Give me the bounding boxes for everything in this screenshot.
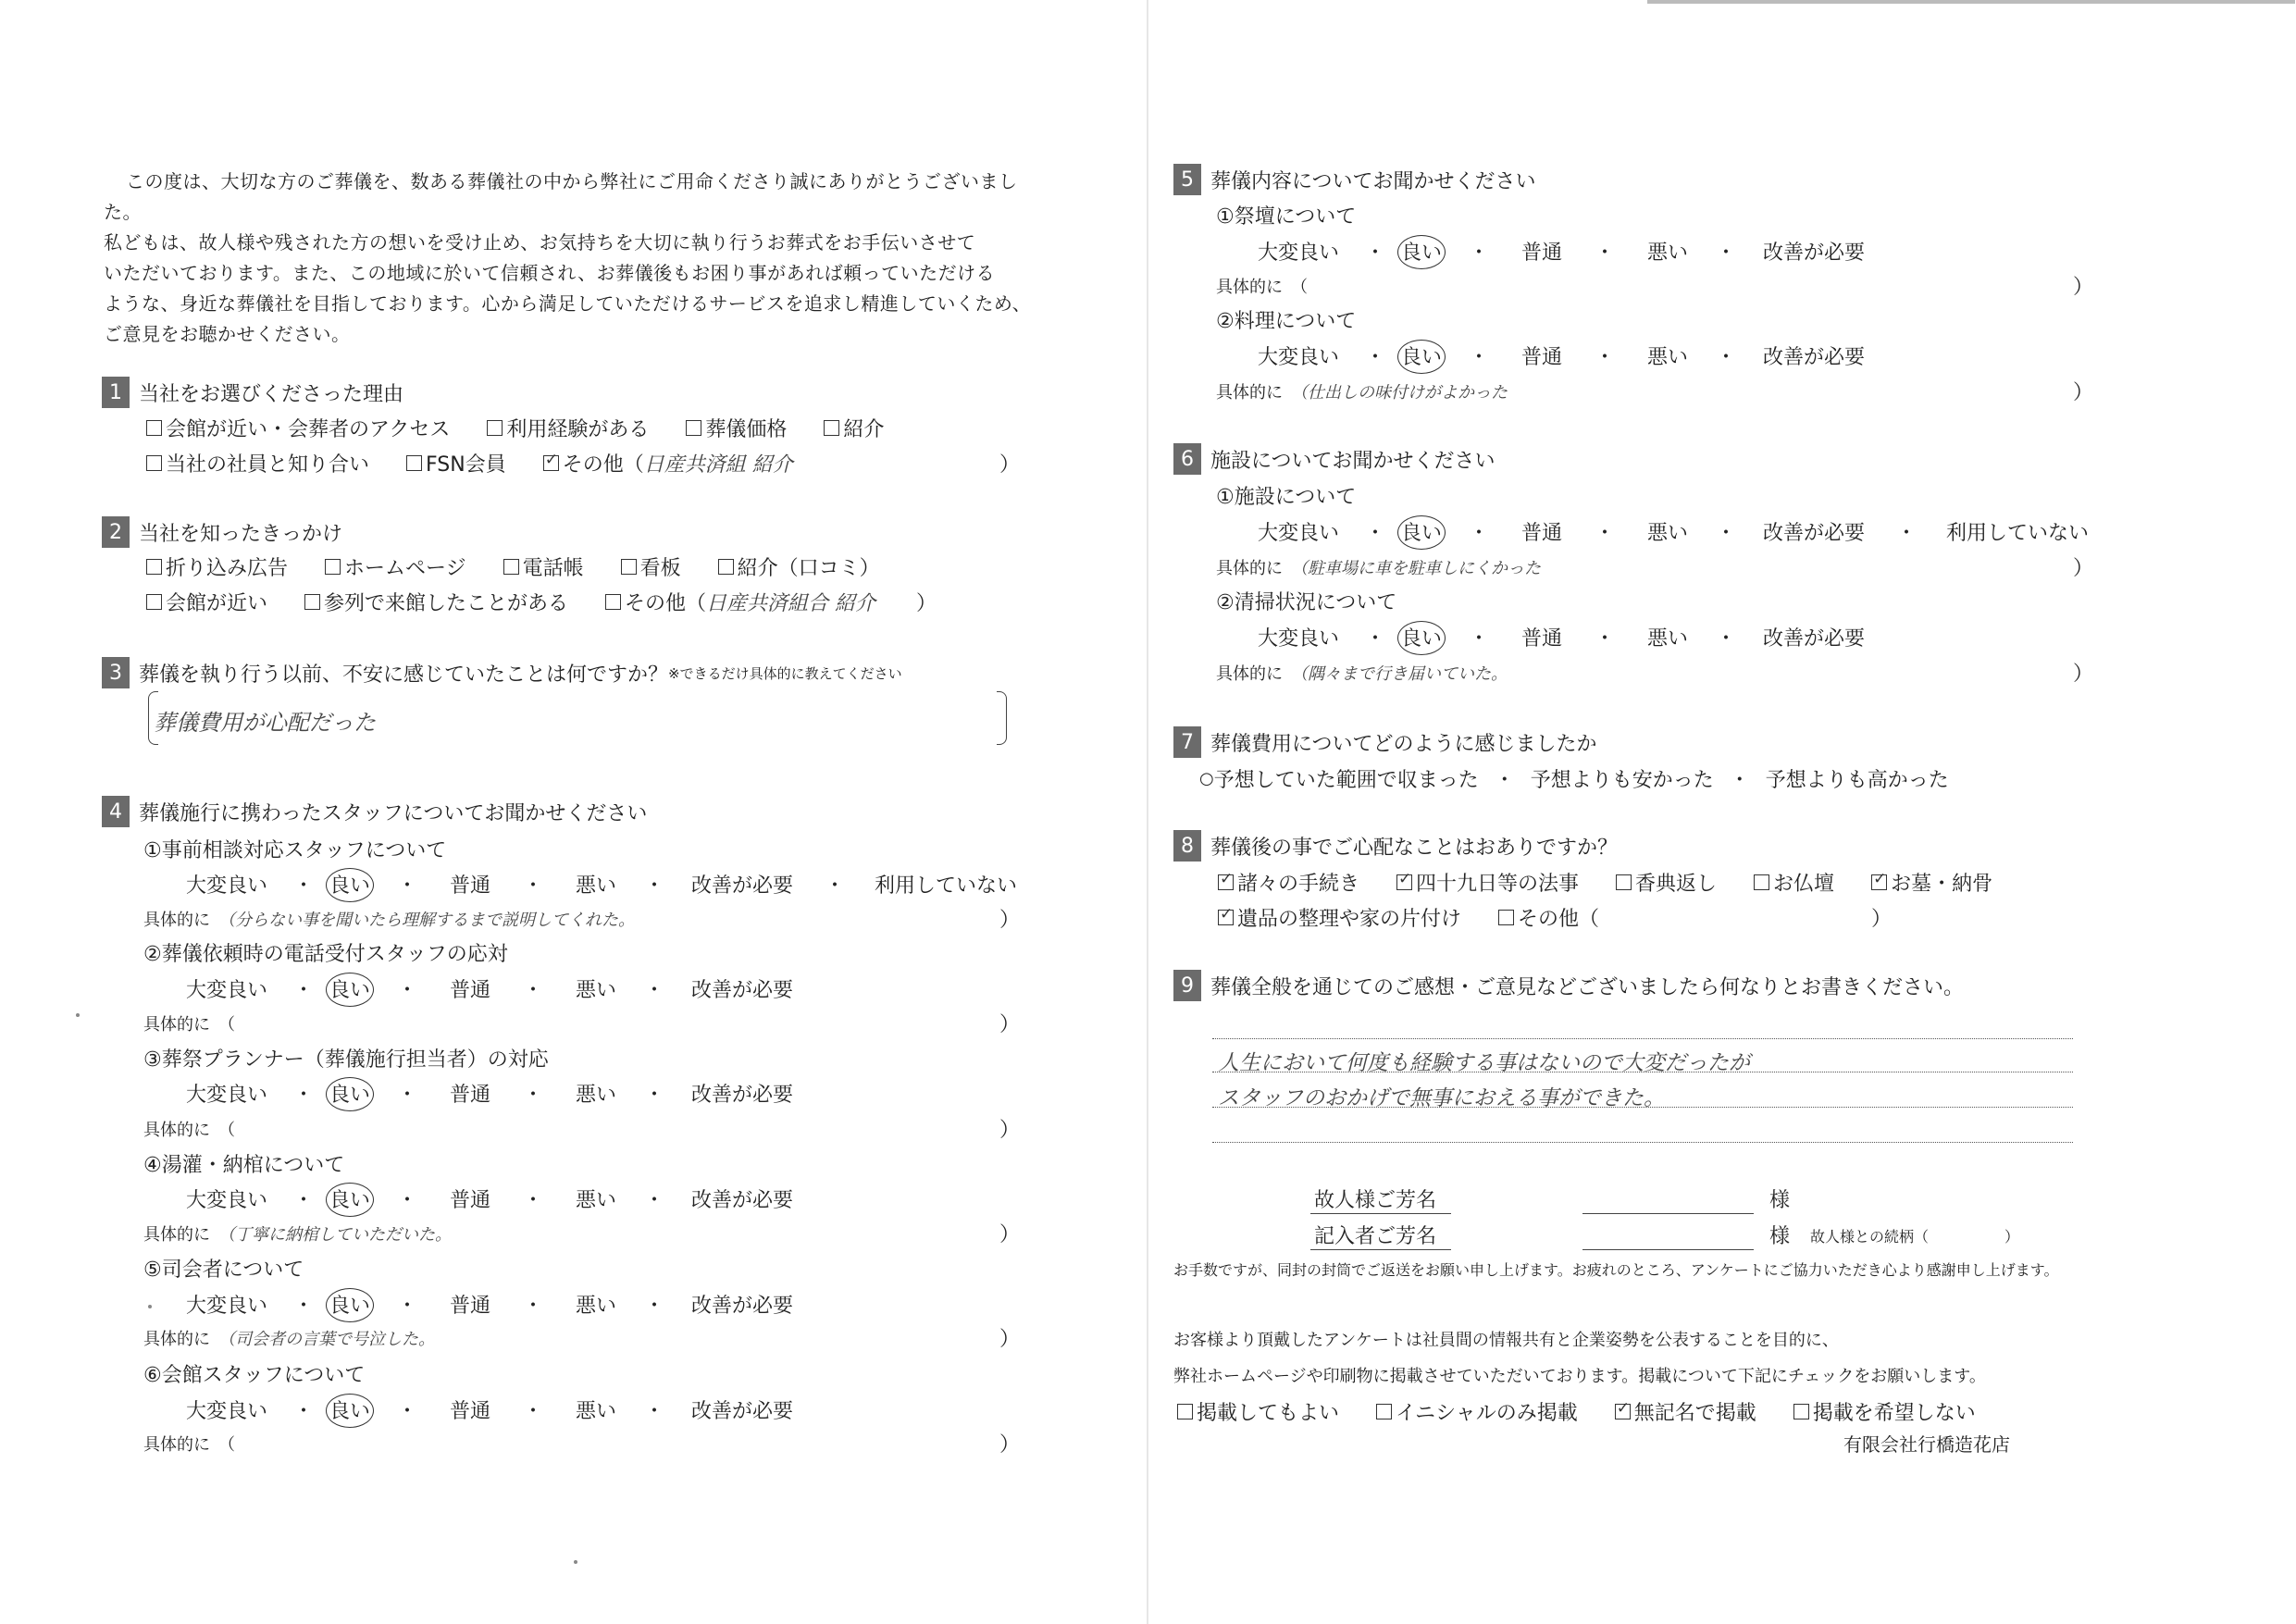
q6-sub2-label: ②清掃状況について (1216, 591, 1397, 614)
separator: ・ (643, 979, 664, 1002)
rating-option[interactable]: 悪い (1646, 346, 1688, 369)
q4-header (102, 796, 647, 827)
q1-option[interactable]: 会館が近い・会葬者のアクセス (146, 414, 450, 442)
checkbox[interactable] (605, 594, 621, 610)
q8-option-other[interactable]: その他（ (1498, 903, 1599, 932)
rating-option[interactable]: 改善が必要 (1762, 346, 1865, 369)
rating-option-selected[interactable]: 良い (1401, 341, 1442, 370)
label-underline (1310, 1213, 1451, 1214)
sama-label: 様 (1769, 1225, 1791, 1248)
separator: ・ (1364, 242, 1385, 265)
name-underline[interactable] (1582, 1213, 1754, 1214)
q2-row2 (146, 588, 912, 616)
q2-title: 当社を知ったきっかけ (139, 522, 343, 546)
scan-speck (148, 1305, 152, 1308)
separator: ・ (1715, 346, 1736, 369)
q7-option[interactable]: 予想よりも安かった (1530, 769, 1714, 792)
q2-option[interactable]: ホームページ (325, 552, 466, 581)
intro-line: この度は、大切な方のご葬儀を、数ある葬儀社の中から弊社にご用命くださり誠にありがとうございました。 (104, 170, 1018, 223)
q2-option[interactable]: 参列で来館したことがある (304, 588, 568, 616)
q4-sub6-label: ⑥会館スタッフについて (143, 1364, 366, 1387)
handwritten-answer: （丁寧に納棺していただいた。 (227, 1225, 452, 1245)
q2-header (102, 516, 342, 548)
q8-option[interactable]: ✓ 四十九日等の法事 (1396, 868, 1579, 897)
checkbox[interactable] (1793, 1404, 1809, 1419)
intro-line: ご意見をお聴かせください。 (104, 323, 351, 345)
rating-option[interactable]: 利用していない (874, 874, 1017, 898)
q2-option[interactable]: 電話帳 (503, 552, 584, 581)
q5-title: 葬儀内容についてお聞かせください (1210, 169, 1536, 193)
name-underline[interactable] (1582, 1249, 1754, 1250)
close-paren: ） (1871, 908, 1893, 931)
rating-option[interactable]: 悪い (575, 1295, 616, 1318)
checkbox[interactable] (1177, 1404, 1193, 1419)
q5-header (1173, 164, 1536, 195)
q4-sub5-label: ⑤司会者について (143, 1258, 304, 1282)
q1-option[interactable]: 葬儀価格 (686, 414, 787, 442)
checkbox-checked[interactable] (1615, 1404, 1631, 1419)
rating-option[interactable]: 悪い (1646, 242, 1688, 265)
q6-title: 施設についてお聞かせください (1210, 449, 1496, 473)
q1-title: 当社をお選びくださった理由 (139, 382, 404, 406)
separator: ・ (1468, 627, 1489, 651)
close-paren: ） (999, 1119, 1021, 1142)
q4-sub1-label: ①事前相談対応スタッフについて (143, 839, 447, 862)
separator: ・ (396, 979, 417, 1002)
intro-line: いただいております。また、この地域に於いて信頼され、お葬儀後もお困り事があれば頼っていただける (104, 262, 996, 284)
rating-option-selected[interactable]: 良い (1401, 623, 1442, 651)
separator: ・ (824, 874, 845, 898)
close-paren: ） (999, 909, 1021, 932)
separator: ・ (1468, 242, 1489, 265)
rating-option-selected[interactable]: 良い (1401, 237, 1442, 266)
q9-number: 9 (1173, 970, 1201, 1001)
close-paren: ） (2073, 381, 2094, 404)
q1-row2 (146, 449, 830, 477)
close-paren: ） (999, 1433, 1021, 1457)
close-paren: ） (2073, 276, 2094, 299)
checkbox-checked[interactable] (1871, 874, 1887, 890)
q7-options (1199, 764, 1949, 793)
rating-option[interactable]: 普通 (1520, 627, 1562, 651)
rating-option-selected[interactable]: 良い (329, 870, 370, 899)
rating-option[interactable]: 大変良い (185, 1084, 267, 1107)
separator: ・ (292, 1084, 314, 1107)
checkbox[interactable] (325, 559, 341, 575)
checkbox[interactable] (621, 559, 637, 575)
q5-sub2-detail: 具体的に （仕出しの味付けがよかった (1216, 383, 1508, 403)
close-paren: ） (999, 1013, 1021, 1036)
checkbox[interactable] (146, 594, 162, 610)
q2-number: 2 (102, 516, 130, 548)
rating-option[interactable]: 大変良い (1257, 522, 1339, 545)
handwritten-answer: （司会者の言葉で号泣した。 (227, 1330, 435, 1349)
q8-number: 8 (1173, 830, 1201, 862)
rating-option[interactable]: 悪い (575, 1189, 616, 1212)
q8-option[interactable]: ✓ 諸々の手続き (1218, 868, 1359, 897)
q2-row1 (146, 552, 917, 581)
rating-option[interactable]: 大変良い (1257, 627, 1339, 651)
intro-line: 私どもは、故人様や残された方の想いを受け止め、お気持ちを大切に執り行うお葬式をお手伝いさせて (104, 231, 976, 254)
checkbox[interactable] (487, 420, 503, 436)
publish-option[interactable]: イニシャルのみ掲載 (1376, 1397, 1578, 1426)
separator: ・ (643, 1189, 664, 1212)
rating-option-selected[interactable]: 良い (329, 1079, 370, 1108)
checkbox[interactable] (406, 455, 422, 471)
separator: ・ (1468, 346, 1489, 369)
separator: ・ (292, 1295, 314, 1318)
rating-option[interactable]: 普通 (449, 1400, 490, 1423)
separator: ・ (396, 874, 417, 898)
rating-option[interactable]: 悪い (575, 1084, 616, 1107)
rating-option[interactable]: 改善が必要 (1762, 522, 1865, 545)
sama-label: 様 (1769, 1189, 1791, 1212)
checkbox[interactable] (146, 455, 162, 471)
q4-sub4-label: ④湯灌・納棺について (143, 1154, 345, 1177)
rating-option[interactable]: 改善が必要 (690, 1084, 793, 1107)
publish-note-line: 弊社ホームページや印刷物に掲載させていただいております。掲載について下記にチェックをお願いします。 (1173, 1367, 1986, 1386)
q1-option[interactable]: 紹介 (824, 414, 884, 442)
write-line (1212, 1107, 2073, 1108)
separator: ・ (522, 1400, 543, 1423)
handwritten-answer: 葬儀費用が心配だった (154, 710, 376, 736)
handwritten-answer: （駐車場に車を駐車しにくかった (1299, 559, 1541, 578)
q6-sub2-detail: 具体的に （隅々まで行き届いていた。 (1216, 664, 1508, 684)
deceased-name-label: 故人様ご芳名 (1314, 1189, 1437, 1212)
separator: ・ (396, 1189, 417, 1212)
q4-sub4-detail: 具体的に （丁寧に納棺していただいた。 (143, 1225, 452, 1245)
rating-option[interactable]: 普通 (449, 1084, 490, 1107)
q7-option-selected[interactable]: 予想していた範囲で収まった (1213, 769, 1479, 792)
separator: ・ (1594, 522, 1615, 545)
q1-row1 (146, 414, 921, 442)
separator: ・ (396, 1084, 417, 1107)
q3-answer-box[interactable] (148, 691, 1007, 745)
rating-option[interactable]: 普通 (1520, 242, 1562, 265)
rating-option[interactable]: 大変良い (1257, 346, 1339, 369)
q1-option[interactable]: 利用経験がある (487, 414, 649, 442)
q9-title: 葬儀全般を通じてのご感想・ご意見などございましたら何なりとお書きください。 (1210, 975, 1965, 999)
rating-option-selected[interactable]: 良い (329, 1395, 370, 1424)
separator: ・ (1594, 346, 1615, 369)
separator: ・ (1715, 522, 1736, 545)
q2-option[interactable]: 折り込み広告 (146, 552, 288, 581)
rating-option[interactable]: 普通 (1520, 522, 1562, 545)
q9-header (1173, 970, 1964, 1001)
q4-sub5-rating[interactable] (176, 1290, 798, 1319)
rating-option[interactable]: 普通 (1520, 346, 1562, 369)
q4-number: 4 (102, 796, 130, 827)
handwritten-answer: （分らない事を聞いたら理解するまで説明してくれた。 (227, 911, 635, 930)
separator: ・ (522, 1189, 543, 1212)
q8-row2 (1218, 903, 1636, 932)
rating-option[interactable]: 悪い (575, 979, 616, 1002)
intro-text (104, 167, 1038, 350)
q7-header (1173, 726, 1597, 758)
separator: ・ (292, 1400, 314, 1423)
checkbox[interactable] (686, 420, 701, 436)
close-paren: ） (2073, 663, 2094, 686)
q6-sub2-rating[interactable] (1247, 623, 1869, 651)
close-paren: ） (999, 453, 1021, 477)
rating-option[interactable]: 改善が必要 (690, 874, 793, 898)
q6-sub1-rating[interactable] (1247, 517, 2091, 546)
separator: ・ (1364, 522, 1385, 545)
rating-option[interactable]: 悪い (575, 874, 616, 898)
q8-option[interactable]: 香典返し (1616, 868, 1717, 897)
checkbox[interactable] (1498, 910, 1514, 925)
checkbox-checked[interactable] (1218, 910, 1234, 925)
separator: ・ (1494, 769, 1515, 792)
separator: ・ (522, 1084, 543, 1107)
q8-header (1173, 830, 1618, 862)
q8-row1 (1218, 868, 2029, 897)
close-paren: ） (916, 592, 937, 615)
separator: ・ (643, 1084, 664, 1107)
q4-sub1-detail: 具体的に （分らない事を聞いたら理解するまで説明してくれた。 (143, 911, 635, 930)
rating-option[interactable]: 普通 (449, 979, 490, 1002)
checkbox[interactable] (146, 559, 162, 575)
close-paren: ） (999, 1328, 1021, 1351)
rating-option-selected[interactable]: 良い (329, 1184, 370, 1213)
relation-label: 故人様との続柄（ (1810, 1228, 1930, 1246)
write-line (1212, 1038, 2073, 1039)
publish-option[interactable]: ✓ 無記名で掲載 (1615, 1397, 1756, 1426)
separator: ・ (292, 874, 314, 898)
checkbox[interactable] (718, 559, 734, 575)
q5-sub1-detail: 具体的に （ (1216, 278, 1308, 297)
checkbox-checked[interactable] (1218, 874, 1234, 890)
checkbox[interactable] (1616, 874, 1632, 890)
separator: ・ (1594, 627, 1615, 651)
q8-option[interactable]: お仏壇 (1754, 868, 1834, 897)
handwritten-answer: （仕出しの味付けがよかった (1299, 383, 1508, 403)
company-name: 有限会社行橋造花店 (1843, 1433, 2010, 1456)
rating-option[interactable]: 大変良い (185, 1295, 267, 1318)
checkbox[interactable] (1376, 1404, 1392, 1419)
q8-title: 葬儀後の事でご心配なことはおありですか？ (1210, 836, 1619, 860)
handwritten-answer: 日産共済組 紹介 (643, 453, 793, 477)
separator: ・ (643, 1400, 664, 1423)
q4-sub6-rating[interactable] (176, 1395, 798, 1424)
rating-option[interactable]: 大変良い (185, 874, 267, 898)
thanks-note: お手数ですが、同封の封筒でご返送をお願い申し上げます。お疲れのところ、アンケートにご協力いただき心より感謝申し上げます。 (1173, 1261, 2059, 1279)
separator: ・ (643, 874, 664, 898)
q4-sub2-rating[interactable] (176, 974, 798, 1003)
q5-sub2-rating[interactable] (1247, 341, 1869, 370)
separator: ・ (1729, 769, 1750, 792)
handwritten-answer: 日産共済組合 紹介 (706, 592, 876, 615)
q4-sub5-detail: 具体的に （司会者の言葉で号泣した。 (143, 1330, 435, 1349)
rating-option-selected[interactable]: 良い (329, 974, 370, 1003)
q2-option[interactable]: 会館が近い (146, 588, 267, 616)
q3-header (102, 657, 902, 688)
q6-header (1173, 443, 1496, 475)
publish-options (1177, 1397, 2013, 1426)
separator: ・ (1364, 627, 1385, 651)
intro-line: ような、身近な葬儀社を目指しております。心から満足していただけるサービスを追求し精進していくため、 (104, 292, 1032, 315)
separator: ・ (643, 1295, 664, 1318)
rating-option[interactable]: 改善が必要 (690, 1189, 793, 1212)
q4-sub3-label: ③葬祭プランナー（葬儀施行担当者）の対応 (143, 1048, 549, 1072)
checkbox[interactable] (1754, 874, 1769, 890)
q2-option[interactable]: 紹介（口コミ） (718, 552, 880, 581)
q9-answer-line1: 人生において何度も経験する事はないので大変だったが (1218, 1051, 1750, 1075)
q4-sub2-label: ②葬儀依頼時の電話受付スタッフの応対 (143, 943, 508, 966)
q3-note: ※できるだけ具体的に教えてください (668, 664, 902, 682)
q6-number: 6 (1173, 443, 1201, 475)
q4-sub4-rating[interactable] (176, 1184, 798, 1213)
q7-title: 葬儀費用についてどのように感じましたか (1210, 732, 1597, 756)
q4-sub6-detail: 具体的に （ (143, 1435, 235, 1455)
q1-header (102, 377, 403, 408)
separator: ・ (1364, 346, 1385, 369)
q5-sub2-label: ②料理について (1216, 310, 1357, 333)
close-paren: ） (999, 1223, 1021, 1246)
rating-option[interactable]: 利用していない (1945, 522, 2089, 545)
q1-number: 1 (102, 377, 130, 408)
rating-option[interactable]: 改善が必要 (1762, 242, 1865, 265)
rating-option[interactable]: 改善が必要 (690, 979, 793, 1002)
checkbox[interactable] (304, 594, 320, 610)
q8-option[interactable]: ✓ 遺品の整理や家の片付け (1218, 903, 1461, 932)
handwritten-answer: （隅々まで行き届いていた。 (1299, 664, 1508, 684)
rating-option[interactable]: 悪い (1646, 522, 1688, 545)
label-underline (1310, 1249, 1451, 1250)
q4-title: 葬儀施行に携わったスタッフについてお聞かせください (139, 801, 648, 825)
q1-option[interactable]: FSN会員 (406, 449, 506, 477)
separator: ・ (1715, 627, 1736, 651)
close-paren: ） (2004, 1228, 2020, 1246)
separator: ・ (522, 1295, 543, 1318)
q6-sub1-detail: 具体的に （駐車場に車を駐車しにくかった (1216, 559, 1541, 578)
scan-speck (574, 1560, 577, 1564)
rating-option[interactable]: 普通 (449, 874, 490, 898)
q2-option[interactable]: 看板 (621, 552, 681, 581)
q1-option[interactable]: 当社の社員と知り合い (146, 449, 369, 477)
rating-option[interactable]: 改善が必要 (690, 1295, 793, 1318)
right-page (1148, 0, 2296, 1624)
separator: ・ (1895, 522, 1917, 545)
rating-option[interactable]: 大変良い (1257, 242, 1339, 265)
publish-option[interactable]: 掲載を希望しない (1793, 1397, 1976, 1426)
selected-mark: ○ (1199, 769, 1214, 788)
write-line (1212, 1142, 2073, 1143)
separator: ・ (1468, 522, 1489, 545)
q7-number: 7 (1173, 726, 1201, 758)
rating-option[interactable]: 普通 (449, 1189, 490, 1212)
rating-option[interactable]: 大変良い (185, 979, 267, 1002)
rating-option[interactable]: 大変良い (185, 1189, 267, 1212)
separator: ・ (522, 979, 543, 1002)
q3-title: 葬儀を執り行う以前、不安に感じていたことは何ですか？ (139, 663, 669, 687)
separator: ・ (522, 874, 543, 898)
q9-answer-line2: スタッフのおかげで無事におえる事ができた。 (1218, 1086, 1665, 1110)
rating-option[interactable]: 大変良い (185, 1400, 267, 1423)
rating-option[interactable]: 普通 (449, 1295, 490, 1318)
checkbox-checked[interactable] (1396, 874, 1412, 890)
writer-name-label: 記入者ご芳名 (1314, 1225, 1437, 1248)
q4-sub2-detail: 具体的に （ (143, 1015, 235, 1035)
rating-option-selected[interactable]: 良い (1401, 517, 1442, 546)
q5-sub1-rating[interactable] (1247, 237, 1869, 266)
rating-option[interactable]: 改善が必要 (690, 1400, 793, 1423)
separator: ・ (1594, 242, 1615, 265)
checkbox[interactable] (503, 559, 519, 575)
q7-option[interactable]: 予想よりも高かった (1765, 769, 1949, 792)
rating-option[interactable]: 悪い (575, 1400, 616, 1423)
q4-sub3-rating[interactable] (176, 1079, 798, 1108)
rating-option[interactable]: 悪い (1646, 627, 1688, 651)
separator: ・ (396, 1295, 417, 1318)
q5-sub1-label: ①祭壇について (1216, 205, 1357, 229)
separator: ・ (292, 1189, 314, 1212)
q4-sub1-rating[interactable] (176, 870, 1020, 899)
checkbox[interactable] (824, 420, 839, 436)
rating-option[interactable]: 改善が必要 (1762, 627, 1865, 651)
checkbox-checked[interactable] (543, 455, 559, 471)
q5-number: 5 (1173, 164, 1201, 195)
q6-sub1-label: ①施設について (1216, 486, 1357, 509)
bracket-right (997, 691, 1007, 745)
close-paren: ） (2073, 557, 2094, 580)
separator: ・ (292, 979, 314, 1002)
scan-speck (76, 1013, 80, 1017)
publish-option[interactable]: 掲載してもよい (1177, 1397, 1339, 1426)
q1-option-other[interactable]: ✓ その他（ 日産共済組 紹介 (543, 449, 793, 477)
checkbox[interactable] (146, 420, 162, 436)
q2-option-other[interactable]: その他（ 日産共済組合 紹介 (605, 588, 875, 616)
separator: ・ (1715, 242, 1736, 265)
publish-note-line: お客様より頂戴したアンケートは社員間の情報共有と企業姿勢を公表することを目的に、 (1173, 1331, 1839, 1350)
rating-option-selected[interactable]: 良い (329, 1290, 370, 1319)
q8-option[interactable]: ✓ お墓・納骨 (1871, 868, 1992, 897)
separator: ・ (396, 1400, 417, 1423)
q4-sub3-detail: 具体的に （ (143, 1121, 235, 1140)
q3-number: 3 (102, 657, 130, 688)
